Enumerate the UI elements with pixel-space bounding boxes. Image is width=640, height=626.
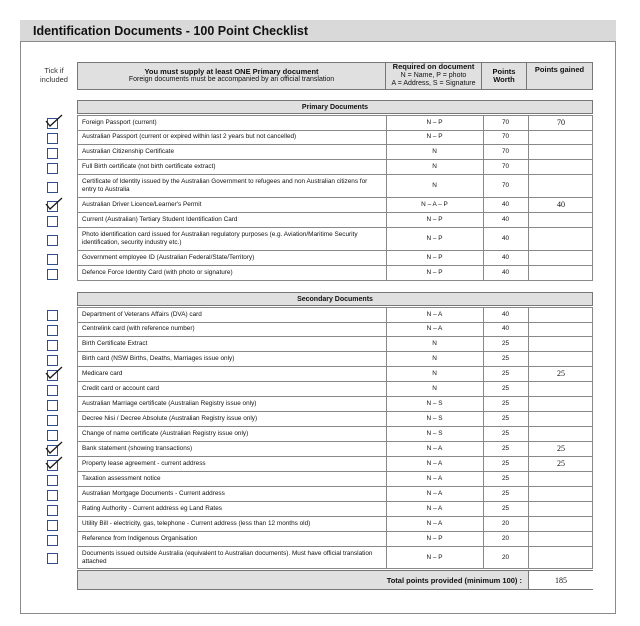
points-gained: 70 xyxy=(528,116,593,130)
required-fields: N xyxy=(386,145,482,159)
points-gained xyxy=(528,547,593,568)
include-checkbox[interactable] xyxy=(47,505,58,516)
table-row xyxy=(77,427,593,442)
table-row xyxy=(77,307,593,323)
points-worth: 40 xyxy=(483,198,527,212)
points-worth: 25 xyxy=(483,502,527,516)
points-worth: 20 xyxy=(483,517,527,531)
points-worth: 25 xyxy=(483,442,527,456)
table-row xyxy=(77,266,593,281)
total-row xyxy=(77,570,593,590)
include-checkbox[interactable] xyxy=(47,520,58,531)
points-worth: 70 xyxy=(483,145,527,159)
points-worth: 40 xyxy=(483,228,527,250)
table-row xyxy=(77,412,593,427)
document-name: Birth Certificate Extract xyxy=(82,340,148,348)
document-name: Utility Bill - electricity, gas, telephone - Current address (less than 12 months old) xyxy=(82,520,311,528)
points-gained xyxy=(528,352,593,366)
points-header-line1: Points xyxy=(492,66,516,76)
points-gained xyxy=(528,532,593,546)
table-row xyxy=(77,397,593,412)
points-worth: 20 xyxy=(483,532,527,546)
document-name: Department of Veterans Affairs (DVA) card xyxy=(82,311,202,319)
points-gained xyxy=(528,160,593,174)
include-checkbox[interactable] xyxy=(47,133,58,144)
table-row xyxy=(77,352,593,367)
required-fields: N – S xyxy=(386,397,482,411)
points-worth: 25 xyxy=(483,427,527,441)
document-name: Government employee ID (Australian Federal/State/Territory) xyxy=(82,254,255,262)
include-checkbox[interactable] xyxy=(47,430,58,441)
points-gained xyxy=(528,502,593,516)
include-checkbox[interactable] xyxy=(47,325,58,336)
points-worth: 25 xyxy=(483,487,527,501)
required-fields: N – P xyxy=(386,130,482,144)
include-checkbox[interactable] xyxy=(47,182,58,193)
required-fields: N xyxy=(386,382,482,396)
document-name: Taxation assessment notice xyxy=(82,475,161,483)
handwritten-tick-icon xyxy=(44,197,64,211)
requirement-header xyxy=(77,62,386,90)
points-gained xyxy=(528,228,593,250)
required-header-line3: A = Address, S = Signature xyxy=(391,80,476,88)
points-gained xyxy=(528,412,593,426)
requirement-header-line2: Foreign documents must be accompanied by an official translation xyxy=(128,76,335,83)
document-name: Full Birth certificate (not birth certificate extract) xyxy=(82,163,216,171)
points-gained xyxy=(528,145,593,159)
points-gained: 25 xyxy=(528,442,593,456)
table-row xyxy=(77,145,593,160)
include-checkbox[interactable] xyxy=(47,269,58,280)
required-fields: N – P xyxy=(386,532,482,546)
table-row xyxy=(77,251,593,266)
points-gained-header xyxy=(526,62,593,90)
document-name: Foreign Passport (current) xyxy=(82,119,157,127)
points-worth: 25 xyxy=(483,382,527,396)
points-worth: 40 xyxy=(483,308,527,322)
points-worth: 25 xyxy=(483,367,527,381)
points-worth: 25 xyxy=(483,412,527,426)
handwritten-tick-icon xyxy=(44,366,64,380)
document-name: Australian Driver Licence/Learner's Permit xyxy=(82,201,202,209)
document-name: Australian Mortgage Documents - Current address xyxy=(82,490,225,498)
requirement-header-line1: You must supply at least ONE Primary document xyxy=(144,66,319,76)
table-row xyxy=(77,337,593,352)
total-label: Total points provided (minimum 100) : xyxy=(386,575,522,585)
points-gained xyxy=(528,322,593,336)
required-header-line2: N = Name, P = photo xyxy=(400,71,467,79)
include-checkbox[interactable] xyxy=(47,254,58,265)
points-worth: 40 xyxy=(483,266,527,280)
include-checkbox[interactable] xyxy=(47,553,58,564)
document-name: Bank statement (showing transactions) xyxy=(82,445,193,453)
table-row xyxy=(77,487,593,502)
table-row xyxy=(77,517,593,532)
points-worth: 40 xyxy=(483,213,527,227)
table-row xyxy=(77,322,593,337)
points-gained xyxy=(528,308,593,322)
primary-section-header: Primary Documents xyxy=(77,100,593,114)
table-row xyxy=(77,442,593,457)
table-row xyxy=(77,367,593,382)
document-name: Centrelink card (with reference number) xyxy=(82,325,195,333)
required-fields: N xyxy=(386,175,482,197)
required-fields: N – A xyxy=(386,457,482,471)
table-row xyxy=(77,130,593,145)
document-name: Birth card (NSW Births, Deaths, Marriages issue only) xyxy=(82,355,235,363)
include-checkbox[interactable] xyxy=(47,535,58,546)
include-checkbox[interactable] xyxy=(47,216,58,227)
required-fields: N – A – P xyxy=(386,198,482,212)
points-header-line2: Worth xyxy=(493,75,515,84)
points-worth: 40 xyxy=(483,322,527,336)
required-fields: N – P xyxy=(386,251,482,265)
table-row xyxy=(77,175,593,198)
points-worth: 20 xyxy=(483,547,527,568)
required-fields: N – A xyxy=(386,472,482,486)
tick-column-header: Tick if included xyxy=(40,66,68,84)
required-fields: N – A xyxy=(386,442,482,456)
document-name: Photo identification card issued for Australian regulatory purposes (e.g. Aviation/Maritime Security identification, security industry etc.) xyxy=(82,231,358,246)
points-gained xyxy=(528,472,593,486)
include-checkbox[interactable] xyxy=(47,355,58,366)
table-row xyxy=(77,472,593,487)
points-worth: 70 xyxy=(483,116,527,130)
required-fields: N xyxy=(386,160,482,174)
points-worth: 25 xyxy=(483,457,527,471)
include-checkbox[interactable] xyxy=(47,310,58,321)
include-checkbox[interactable] xyxy=(47,163,58,174)
table-row xyxy=(77,532,593,547)
points-worth: 70 xyxy=(483,175,527,197)
table-row xyxy=(77,160,593,175)
points-worth: 70 xyxy=(483,160,527,174)
document-name: Credit card or account card xyxy=(82,385,160,393)
points-worth: 25 xyxy=(483,337,527,351)
required-fields: N – A xyxy=(386,308,482,322)
points-gained xyxy=(528,251,593,265)
points-worth-header xyxy=(481,62,527,90)
include-checkbox[interactable] xyxy=(47,475,58,486)
document-name: Reference from Indigenous Organisation xyxy=(82,535,198,543)
points-worth: 40 xyxy=(483,251,527,265)
required-fields: N – P xyxy=(386,547,482,568)
document-name: Australian Passport (current or expired within last 2 years but not cancelled) xyxy=(82,133,297,141)
required-fields: N – A xyxy=(386,517,482,531)
document-name: Certificate of Identity issued by the Australian Government to refugees and non Australian citizens for entry to Australia xyxy=(82,178,368,193)
required-on-document-header xyxy=(385,62,482,90)
include-checkbox[interactable] xyxy=(47,148,58,159)
points-gained: 25 xyxy=(528,457,593,471)
required-header-line1: Required on document xyxy=(392,62,475,72)
handwritten-tick-icon xyxy=(44,441,64,455)
points-gained xyxy=(528,175,593,197)
required-fields: N xyxy=(386,352,482,366)
table-row xyxy=(77,115,593,131)
required-fields: N – A xyxy=(386,322,482,336)
required-fields: N – P xyxy=(386,213,482,227)
required-fields: N – P xyxy=(386,266,482,280)
handwritten-tick-icon xyxy=(44,456,64,470)
document-name: Defence Force Identity Card (with photo or signature) xyxy=(82,269,233,277)
table-row xyxy=(77,502,593,517)
points-gained xyxy=(528,337,593,351)
table-row xyxy=(77,457,593,472)
include-checkbox[interactable] xyxy=(47,385,58,396)
points-gained xyxy=(528,213,593,227)
points-gained xyxy=(528,397,593,411)
document-name: Medicare card xyxy=(82,370,123,378)
required-fields: N – A xyxy=(386,487,482,501)
points-worth: 25 xyxy=(483,352,527,366)
required-fields: N – P xyxy=(386,228,482,250)
total-points-value: 185 xyxy=(528,571,593,589)
points-gained xyxy=(528,517,593,531)
required-fields: N – S xyxy=(386,427,482,441)
document-name: Property lease agreement - current address xyxy=(82,460,206,468)
required-fields: N – S xyxy=(386,412,482,426)
required-fields: N xyxy=(386,337,482,351)
points-gained-label: Points gained xyxy=(534,65,585,74)
table-row xyxy=(77,382,593,397)
required-fields: N xyxy=(386,367,482,381)
include-checkbox[interactable] xyxy=(47,400,58,411)
points-gained xyxy=(528,266,593,280)
required-fields: N – P xyxy=(386,116,482,130)
points-gained xyxy=(528,487,593,501)
points-gained xyxy=(528,130,593,144)
include-checkbox[interactable] xyxy=(47,235,58,246)
points-gained xyxy=(528,382,593,396)
document-name: Current (Australian) Tertiary Student Identification Card xyxy=(82,216,238,224)
page-title: Identification Documents - 100 Point Checklist xyxy=(33,24,309,38)
secondary-section-header: Secondary Documents xyxy=(77,292,593,306)
include-checkbox[interactable] xyxy=(47,340,58,351)
points-worth: 70 xyxy=(483,130,527,144)
document-name: Australian Citizenship Certificate xyxy=(82,148,174,156)
document-name: Change of name certificate (Australian Registry issue only) xyxy=(82,430,249,438)
points-worth: 25 xyxy=(483,397,527,411)
handwritten-tick-icon xyxy=(44,114,64,128)
document-name: Rating Authority - Current address eg Land Rates xyxy=(82,505,222,513)
points-worth: 25 xyxy=(483,472,527,486)
table-row xyxy=(77,213,593,228)
table-row xyxy=(77,228,593,251)
table-row xyxy=(77,198,593,213)
document-name: Australian Marriage certificate (Australian Registry issue only) xyxy=(82,400,257,408)
include-checkbox[interactable] xyxy=(47,490,58,501)
points-gained: 25 xyxy=(528,367,593,381)
document-name: Documents issued outside Australia (equivalent to Australian documents). Must have official translation attached xyxy=(82,549,373,565)
include-checkbox[interactable] xyxy=(47,415,58,426)
table-row xyxy=(77,547,593,569)
points-gained xyxy=(528,427,593,441)
document-name: Decree Nisi / Decree Absolute (Australian Registry issue only) xyxy=(82,415,258,423)
required-fields: N – A xyxy=(386,502,482,516)
points-gained: 40 xyxy=(528,198,593,212)
